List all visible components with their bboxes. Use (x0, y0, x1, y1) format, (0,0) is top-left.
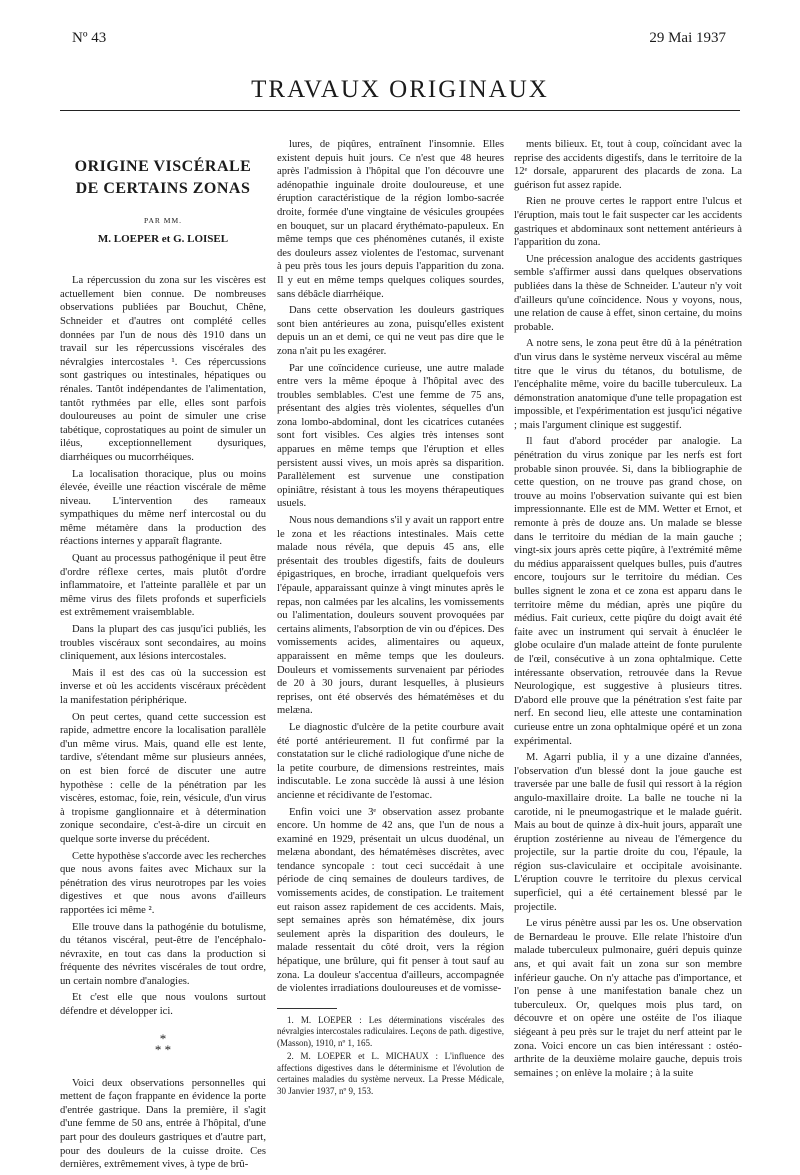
footnote-rule (277, 1008, 337, 1009)
paragraph: Une précession analogue des accidents gastriques semble s'affirmer aussi dans quelques observations publiées dans la thèse de Schneider. L'auteur n'y voit d'ailleurs qu'une coïncidence. Nous y voyons, nous, une relation de cause à effet, sinon certaine, du moins probable. (514, 253, 742, 333)
paragraph: Cette hypothèse s'accorde avec les recherches que nous avons faites avec Michaux sur la pénétration des virus neurotropes par les voies digestives et que nous avons d'ailleurs rapportées ici même ². (60, 850, 266, 916)
section-separator: * * * (154, 1030, 172, 1057)
paragraph: lures, de piqûres, entraînent l'insomnie. Elles existent depuis huit jours. Ce n'est que 48 heures après l'admission à l'hôpital que l'on découvre une adénopathie inguinale droite douloureuse, et une éruption caractéristique de la région lombo-sacrée droite, formée d'une vingtaine de vésicules groupées en bouquet, sur un placard érythémato-papuleux. En même temps que ces phénomènes cutanés, il existe des douleurs assez violentes de l'estomac, survenant à peu près tous les jours depuis l'apparition du zona. Il y eut en même temps quelques coliques sourdes, sans débâcle diarrhéique. (277, 139, 504, 300)
paragraph: Quant au processus pathogénique il peut être d'ordre réflexe certes, mais plutôt d'ordre inflammatoire, et l'atteinte parallèle et par un même virus des filets profonds et superficiels est extrêmement vraisemblable. (60, 553, 266, 619)
issue-date: 29 Mai 1937 (649, 30, 726, 46)
column-2-paragraphs (277, 138, 504, 996)
column-3-paragraphs (514, 138, 742, 1080)
footnote: 2. M. LOEPER et L. MICHAUX : L'influence des affections digestives dans le déterminisme et l'évolution de certaines maladies du système nerveux. La Presse Médicale, 30 Janvier 1937, nº 9, 153. (277, 1051, 504, 1096)
paragraph: M. Agarri publia, il y a une dizaine d'années, l'observation d'un blessé dont la joue gauche est traversée par une balle de fusil qui ressort à la région angulo-maxillaire droite. La balle ne touche ni la carotide, ni le pneumogastrique et le malade guérit. Mais au bout de quinze à dix-huit jours, apparaît une éruption zostérienne au niveau de l'émergence du projectile, sur la partie droite du cou, l'épaule, la région sus-claviculaire et occipitale avoisinante. L'éruption couvre le territoire du plexus cervical superficiel, qui a été certainement blessé par le projectile. (514, 752, 742, 913)
paragraph: Enfin voici une 3ᵉ observation assez probante encore. Un homme de 42 ans, que l'un de nous a examiné en 1929, présentait un ulcus duodénal, un melæna abondant, des hématémèses discrètes, avec tendance syncopale : tout ceci succédait à une période de cinq semaines de douleurs tardives, de vomissements acides, de constipation. Le traitement eut raison assez rapidement de ces accidents. Mais, sept semaines après son hématémèse, dix jours seulement après la disparition des douleurs, le malade ressentait du côté droit, vers la région hépatique, une brûlure, qui fit penser à tout sauf au zona. La douleur s'accentua d'ailleurs, accompagnée de violentes irradiations douloureuses et de vomisse- (277, 806, 504, 995)
title-rule (60, 110, 740, 111)
paragraph: Rien ne prouve certes le rapport entre l'ulcus et l'éruption, mais tout le fait suspecter car les accidents gastriques et abdominaux sont nettement antérieurs à l'apparition du zona. (514, 196, 742, 249)
paragraph: Elle trouve dans la pathogénie du botulisme, du tétanos viscéral, peut-être de l'encéphalo-névraxite, en tout cas dans la production si fréquente des névrites viscérales de tout ordre, un certain nombre d'analogies. (60, 921, 266, 987)
paragraph: Et c'est elle que nous voulons surtout défendre et développer ici. (60, 992, 266, 1018)
paragraph: ments bilieux. Et, tout à coup, coïncidant avec la reprise des accidents digestifs, dans le territoire de la 12ᵉ dorsale, apparurent des placards de zona. La guérison fut assez rapide. (514, 139, 742, 191)
paragraph: Il faut d'abord procéder par analogie. La pénétration du virus zonique par les nerfs est fort probable sinon prouvée. Si, dans la bibliographie de cette question, on ne trouve pas grand chose, on trouve au moins l'observation suivante qui est bien impressionnante. Elle est de MM. Wetter et Ernot, et remonte à près de douze ans. Un malade se blesse dans le territoire du médian de la main gauche ; vingt-six jours après cette piqûre, à l'extrémité même du médius apparaissent quelques bulles, puis d'autres encore, toujours sur le territoire du médian. Ces bulles signent le zona et ce zona est apparu dans le territoire même du médian, après une piqûre du médius. Fait curieux, cette piqûre du doigt avait été faite avec un instrument qui servait à énucléer le globe oculaire d'un malade atteint de fonte purulente de l'œil, consécutive à un zona ophtalmique. Cette intéressante observation, retrouvée dans la Revue Neurologique, est suggestive à plusieurs titres. D'abord elle prouve que la pénétration s'est faite par nerf. En second lieu, elle atteste une contamination curieuse entre un zona ophtalmique opéré et un zona expérimental. (514, 436, 742, 747)
authors: M. LOEPER et G. LOISEL (97, 232, 229, 245)
paragraph: La répercussion du zona sur les viscères est actuellement bien connue. De nombreuses observations publiées par Bouchut, Chêne, Schneider et d'autres ont complété celles données par l'un de nous dès 1910 dans un travail sur les répercussions viscérales des névralgies intercostales ¹. Ces répercussions sont gastriques ou intestinales, hépatiques ou rénales. Tantôt indépendantes de l'alimentation, tantôt rythmées par elle, elles sont parfois douloureuses au point de simuler une crise tabétique, coprostatiques au point de simuler un iléus, exceptionnellement dysuriques, diarrhéiques ou mucorrhéiques. (60, 275, 266, 463)
section-title: TRAVAUX ORIGINAUX (251, 76, 549, 103)
paragraph: Mais il est des cas où la succession est inverse et où les accidents viscéraux précèdent la manifestation périphérique. (60, 667, 266, 706)
paragraph: On peut certes, quand cette succession est rapide, admettre encore la localisation parallèle d'un même virus. Mais, quand elle est lente, tardive, s'étendant même sur plusieurs années, on est bien forcé de discuter une autre hypothèse : celle de la pénétration par les viscères, estomac, foie, rein, vésicule, d'un virus à tropisme ganglionnaire et à détermination zonique secondaire, c'est-à-dire un circuit en quelque sorte inverse du précédent. (60, 711, 266, 845)
paragraph: Nous nous demandions s'il y avait un rapport entre le zona et les réactions intestinales. Mais cette malade nous révéla, que depuis 45 ans, elle présentait des troubles digestifs, faits de douleurs épigastriques, en broche, irradiant quelquefois vers l'épaule, apparaissant quinze à vingt minutes après le repas, non calmées par les alcalins, les vomissements ou l'alimentation, douleurs souvent provoquées par certains aliments, l'absorption de vin ou d'épices. Des vomissements acides, alimentaires ou aqueux, apparaissent en même temps que les douleurs. Douleurs et vomissements survenaient par périodes de 20 à 30 jours, durant lesquelles, à plusieurs reprises, ont été observés des hématémèses et du melæna. (277, 515, 504, 717)
paragraph: Par une coïncidence curieuse, une autre malade entre vers la même époque à l'hôpital avec des troubles semblables. C'est une femme de 75 ans, présentant des algies très violentes, séquelles d'un zona lombo-abdominal, dont les cicatrices cutanées sont fort visibles. Ces algies très intenses sont apparues en même temps que l'éruption et elles persistent aussi vives, un mois après sa disparition. Parallèlement est survenue une constipation opiniâtre, résistant à tous les moyens thérapeutiques usuels. (277, 362, 504, 510)
article-title-line-2: DE CERTAINS ZONAS (75, 180, 251, 197)
paragraph: La localisation thoracique, plus ou moins élevée, éveille une réaction viscérale de même niveau. L'intervention des rameaux sympathiques du même nerf intercostal ou du même métamère dans la production des réactions internes y apparaît flagrante. (60, 468, 266, 548)
footnote: 1. M. LOEPER : Les déterminations viscérales des névralgies intercostales radiculaires. Leçons de path. digestive, (Masson), 1910, nº 1, 165. (277, 1014, 504, 1048)
column-1-paragraphs (60, 274, 266, 1018)
paragraph: Le virus pénètre aussi par les os. Une observation de Bernardeau le prouve. Elle relate l'histoire d'un malade tuberculeux pulmonaire, guéri depuis quinze ans, et qui avait fait un zona sur son membre inférieur gauche. On n'y attache pas d'importance, et l'on pense à une manifestation banale chez un tuberculeux. Or, quelques mois plus tard, on découvre et on opère une ostéite de l'os iliaque siégeant à peu près sur le trajet du nerf atteint par le zona. Voici encore un cas bien intéressant : ostéo-arthrite de la deuxième molaire gauche, depuis trois semaines ; on enlève la molaire ; à la suite (514, 918, 742, 1079)
column-1-continued (60, 1077, 266, 1172)
paragraph: Dans cette observation les douleurs gastriques sont bien antérieures au zona, puisqu'elles existent depuis un an et demi, ce qui ne veut pas dire que le zona n'ait pu les exagérer. (277, 305, 504, 357)
issue-number: Nº 43 (72, 30, 107, 46)
paragraph: Dans la plupart des cas jusqu'ici publiés, les troubles viscéraux sont secondaires, au moins cliniquement, aux lésions intercostales. (60, 624, 266, 663)
article-title-line-1: ORIGINE VISCÉRALE (74, 158, 252, 175)
paragraph: Voici deux observations personnelles qui mettent de façon frappante en évidence la porte d'entrée gastrique. Dans la première, il s'agit d'une femme de 50 ans, entrée à l'hôpital, d'une part pour des douleurs gastriques et d'autre part, pour des douleurs de la cuisse droite. Ces dernières, extrêmement vives, à type de brû- (60, 1077, 266, 1171)
by-line: PAR MM. (144, 216, 182, 225)
footnotes (277, 1015, 504, 1098)
column-2 (277, 138, 504, 1099)
article-title (60, 156, 266, 200)
column-3 (514, 138, 742, 1083)
column-1 (60, 150, 266, 1175)
paragraph: A notre sens, le zona peut être dû à la pénétration d'un virus dans le système nerveux viscéral au même titre que le virus du tétanos, du botulisme, de l'encéphalite même, voire du bacille tuberculeux. La démonstration anatomique d'une telle propagation est impossible, et l'expérimentation est jusqu'ici négative ; mais l'argument clinique est suggestif. (514, 338, 742, 431)
paragraph: Le diagnostic d'ulcère de la petite courbure avait été porté antérieurement. Il fut confirmé par la constatation sur le cliché radiologique d'une niche de la petite courbure, de dimensions restreintes, mais indiscutable. Le zona succède là aussi à une lésion ancienne et récidivante de l'estomac. (277, 721, 504, 801)
